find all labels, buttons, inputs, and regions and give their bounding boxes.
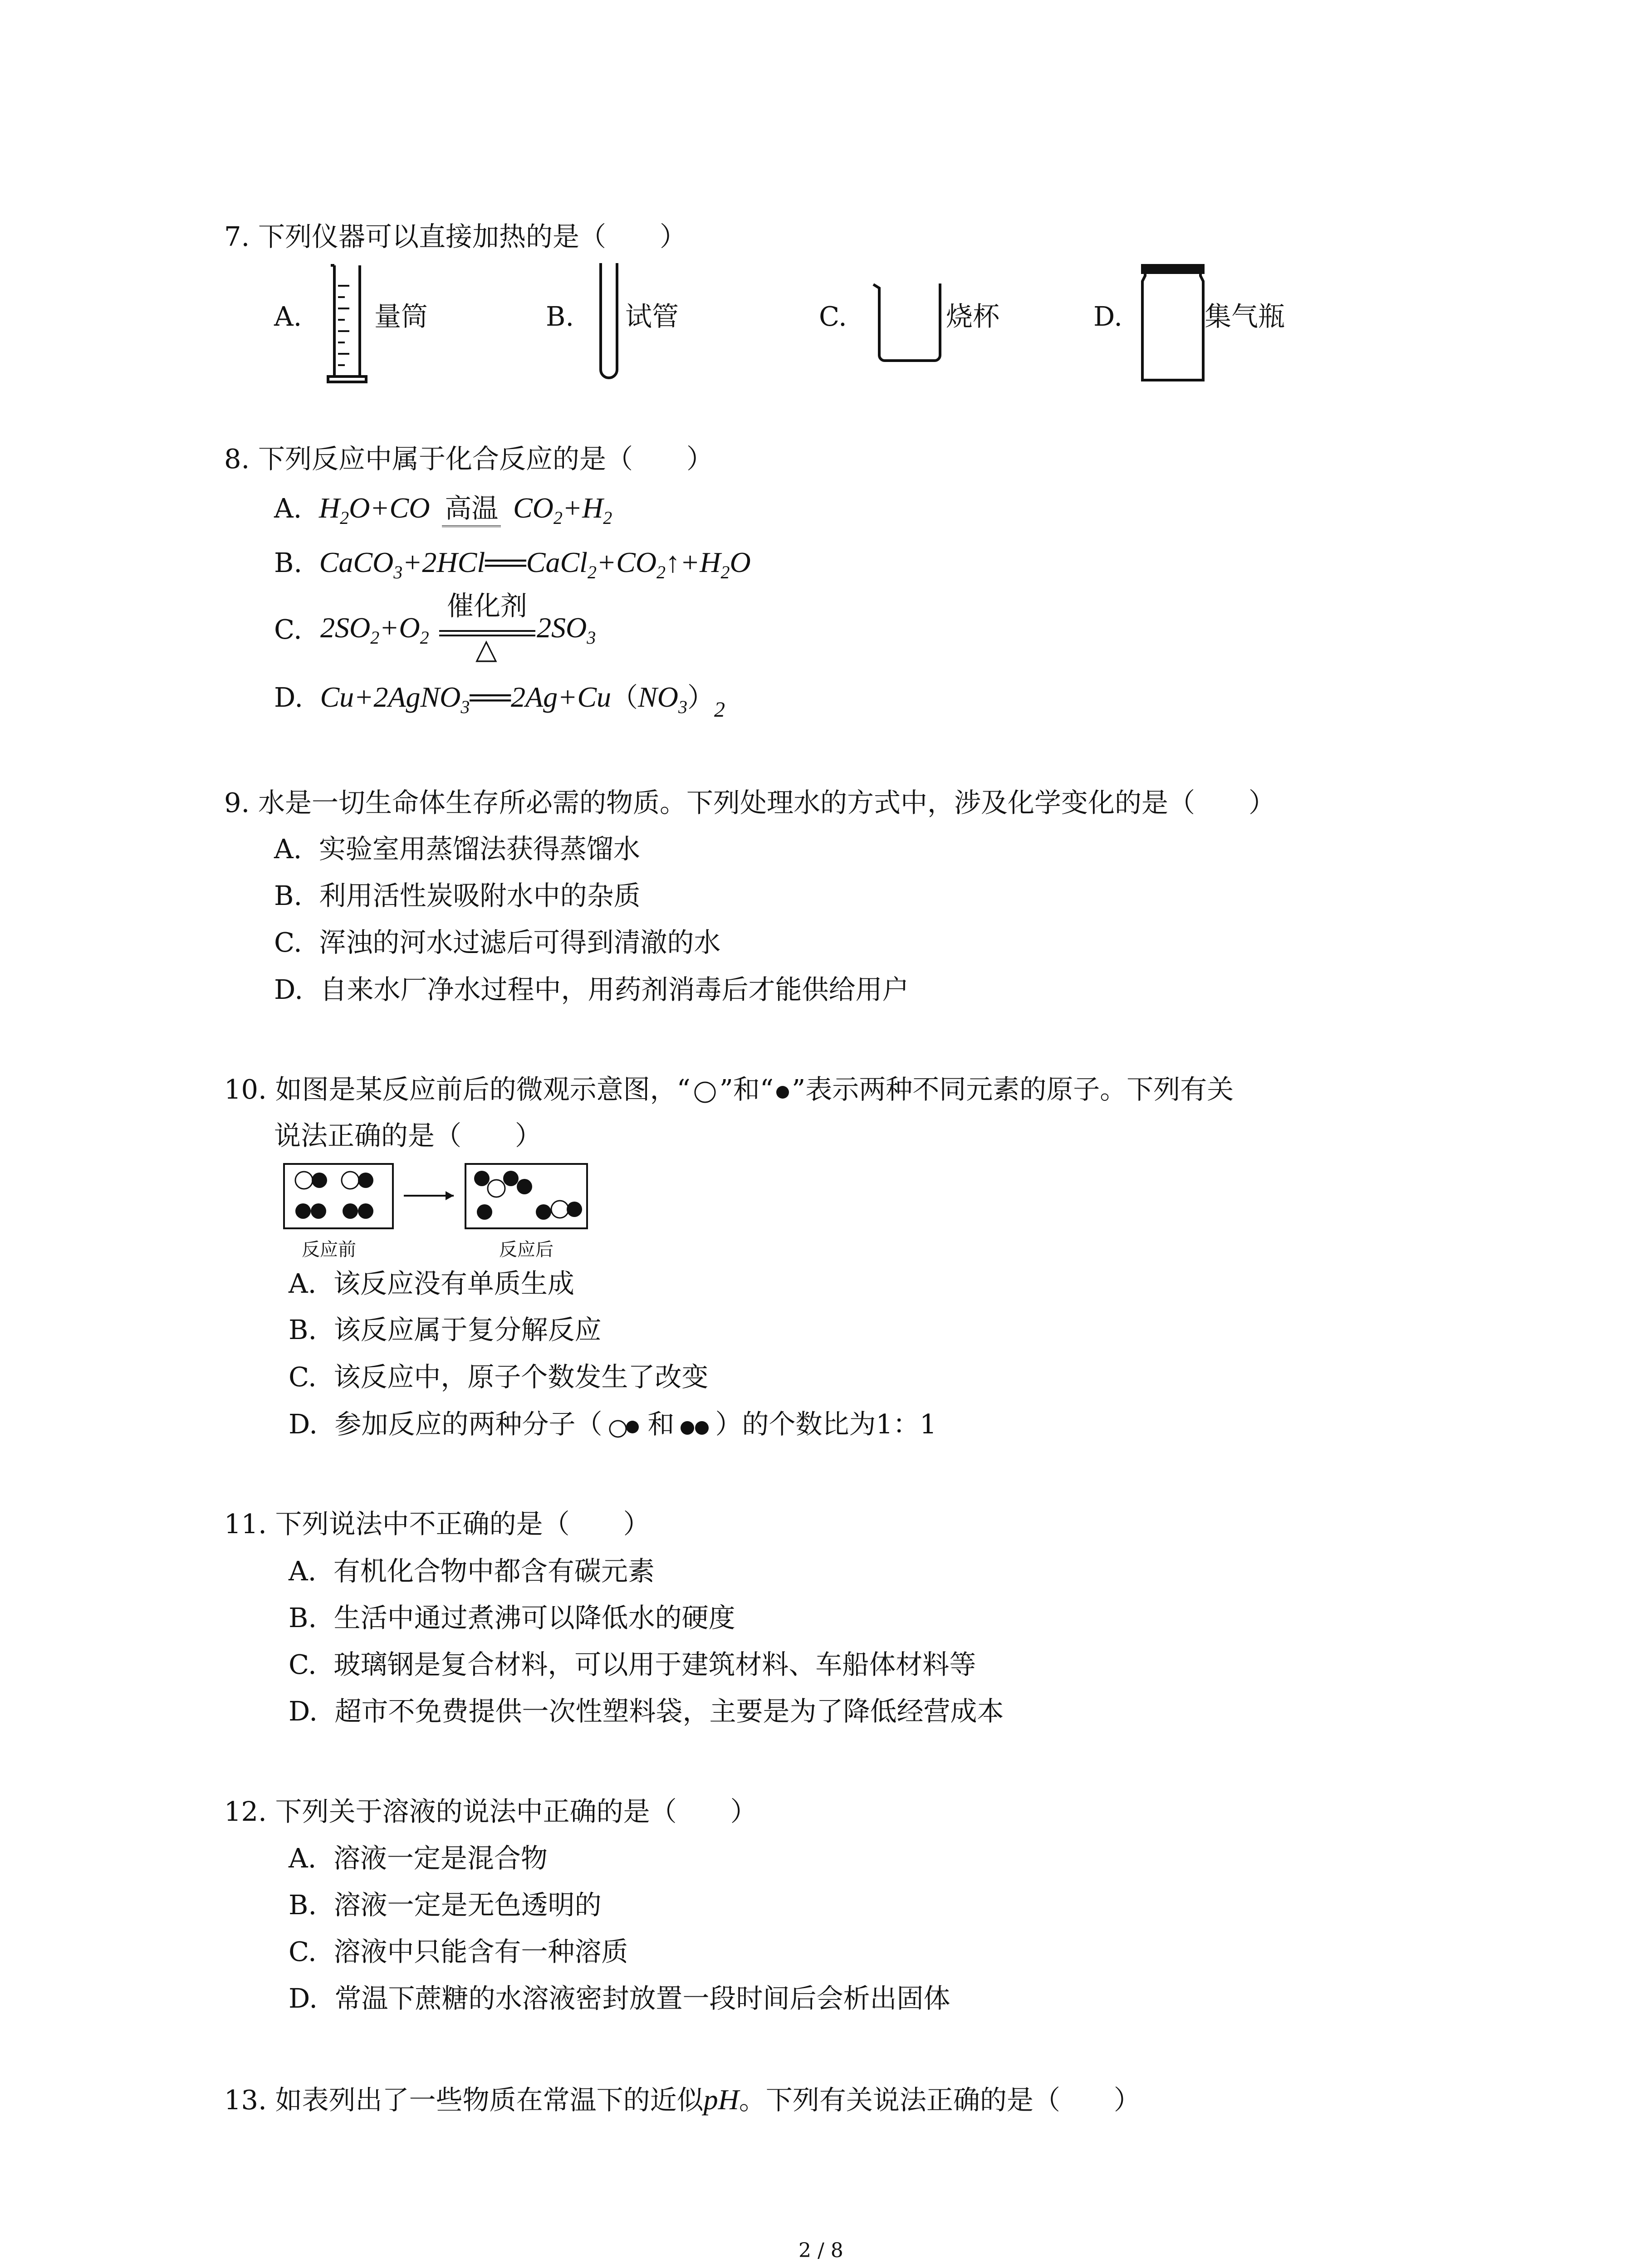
q9-stem: 9. 水是一切生命体生存所必需的物质。下列处理水的方式中，涉及化学变化的是（ ） — [224, 787, 1276, 818]
q8-option-c-left: $2SO_2+O_2$ — [320, 611, 429, 648]
gas-jar-icon — [1139, 263, 1207, 383]
q12-stem: 12. 下列关于溶液的说法中正确的是（ ） — [224, 1796, 757, 1827]
q8-option-a-letter: A. — [274, 493, 302, 524]
q8-option-c-catalyst: 催化剂 — [447, 590, 528, 621]
q10-stem: 10. 如图是某反应前后的微观示意图，“ ”和“ ”表示两种不同元素的原子。下列有关 — [224, 1074, 1234, 1105]
reaction-microscopic-diagram — [282, 1161, 600, 1238]
q7-option-d-letter: D. — [1093, 301, 1122, 332]
q8-option-a-condition: 高温 — [442, 495, 501, 527]
q12-option-d: D. 常温下蔗糖的水溶液密封放置一段时间后会析出固体 — [289, 1983, 950, 2014]
q7-option-d-label: 集气瓶 — [1205, 301, 1285, 332]
q9-option-d: D. 自来水厂净水过程中，用药剂消毒后才能供给用户 — [274, 974, 909, 1005]
q7-option-c-letter: C. — [819, 301, 847, 332]
page-number: 2 / 8 — [798, 2239, 843, 2262]
white-atom-icon — [691, 1080, 720, 1104]
q10-option-b: B. 该反应属于复分解反应 — [289, 1314, 602, 1345]
q8-option-c-right: $2SO_3$ — [537, 611, 596, 648]
q10-stem-line2: 说法正确的是（ ） — [274, 1120, 542, 1151]
q12-option-b: B. 溶液一定是无色透明的 — [289, 1889, 602, 1921]
caption-before: 反应前 — [302, 1240, 356, 1260]
beaker-icon — [871, 279, 948, 365]
q13-ph: pH — [703, 2083, 739, 2116]
black-black-molecule-icon — [675, 1415, 715, 1439]
q11-option-d: D. 超市不免费提供一次性塑料袋，主要是为了降低经营成本 — [289, 1696, 1004, 1727]
q12-option-a: A. 溶液一定是混合物 — [289, 1843, 548, 1874]
q8-option-b: B. $CaCO_3+2HCl══CaCl_2+CO_2↑+H_2O$ — [274, 546, 751, 582]
q8-option-b-letter: B. — [274, 547, 303, 578]
q10-option-a: A. 该反应没有单质生成 — [289, 1268, 574, 1299]
q8-option-c-heat: △ — [475, 632, 497, 665]
q8-stem: 8. 下列反应中属于化合反应的是（ ） — [224, 443, 714, 474]
q10-option-d: D. 参加反应的两种分子（ 和 ）的个数比为1：1 — [289, 1408, 937, 1440]
q7-stem: 7. 下列仪器可以直接加热的是（ ） — [224, 221, 687, 252]
q11-option-b: B. 生活中通过煮沸可以降低水的硬度 — [289, 1602, 735, 1633]
caption-after: 反应后 — [499, 1240, 554, 1260]
q9-option-c: C. 浑浊的河水过滤后可得到清澈的水 — [274, 927, 721, 958]
q11-option-c: C. 玻璃钢是复合材料，可以用于建筑材料、车船体材料等 — [289, 1649, 976, 1680]
black-atom-icon — [774, 1083, 792, 1101]
q7-option-c-label: 烧杯 — [946, 301, 1000, 332]
graduated-cylinder-icon — [324, 263, 370, 386]
q13-stem: 13. 如表列出了一些物质在常温下的近似pH。下列有关说法正确的是（ ） — [224, 2083, 1141, 2116]
q7-option-b-label: 试管 — [625, 301, 679, 332]
test-tube-icon — [595, 261, 622, 386]
q11-stem: 11. 下列说法中不正确的是（ ） — [224, 1508, 650, 1540]
q8-option-d: D. $Cu+2AgNO_3══2Ag+Cu(NO_3)_2$ — [274, 681, 725, 722]
q8-option-a: A. $H_2O+CO$ 高温 $CO_2+H_2$ — [274, 492, 612, 528]
white-black-molecule-icon — [603, 1415, 648, 1439]
q12-option-c: C. 溶液中只能含有一种溶质 — [289, 1936, 628, 1967]
q9-option-a: A. 实验室用蒸馏法获得蒸馏水 — [274, 833, 640, 865]
q8-option-c-letter: C. — [274, 614, 302, 645]
q8-option-d-letter: D. — [274, 682, 303, 713]
q9-option-b: B. 利用活性炭吸附水中的杂质 — [274, 880, 641, 911]
q7-option-b-letter: B. — [546, 301, 574, 332]
q10-option-c: C. 该反应中，原子个数发生了改变 — [289, 1361, 709, 1393]
q7-option-a-letter: A. — [274, 301, 302, 332]
q11-option-a: A. 有机化合物中都含有碳元素 — [289, 1555, 655, 1587]
q7-option-a-label: 量筒 — [374, 301, 428, 332]
